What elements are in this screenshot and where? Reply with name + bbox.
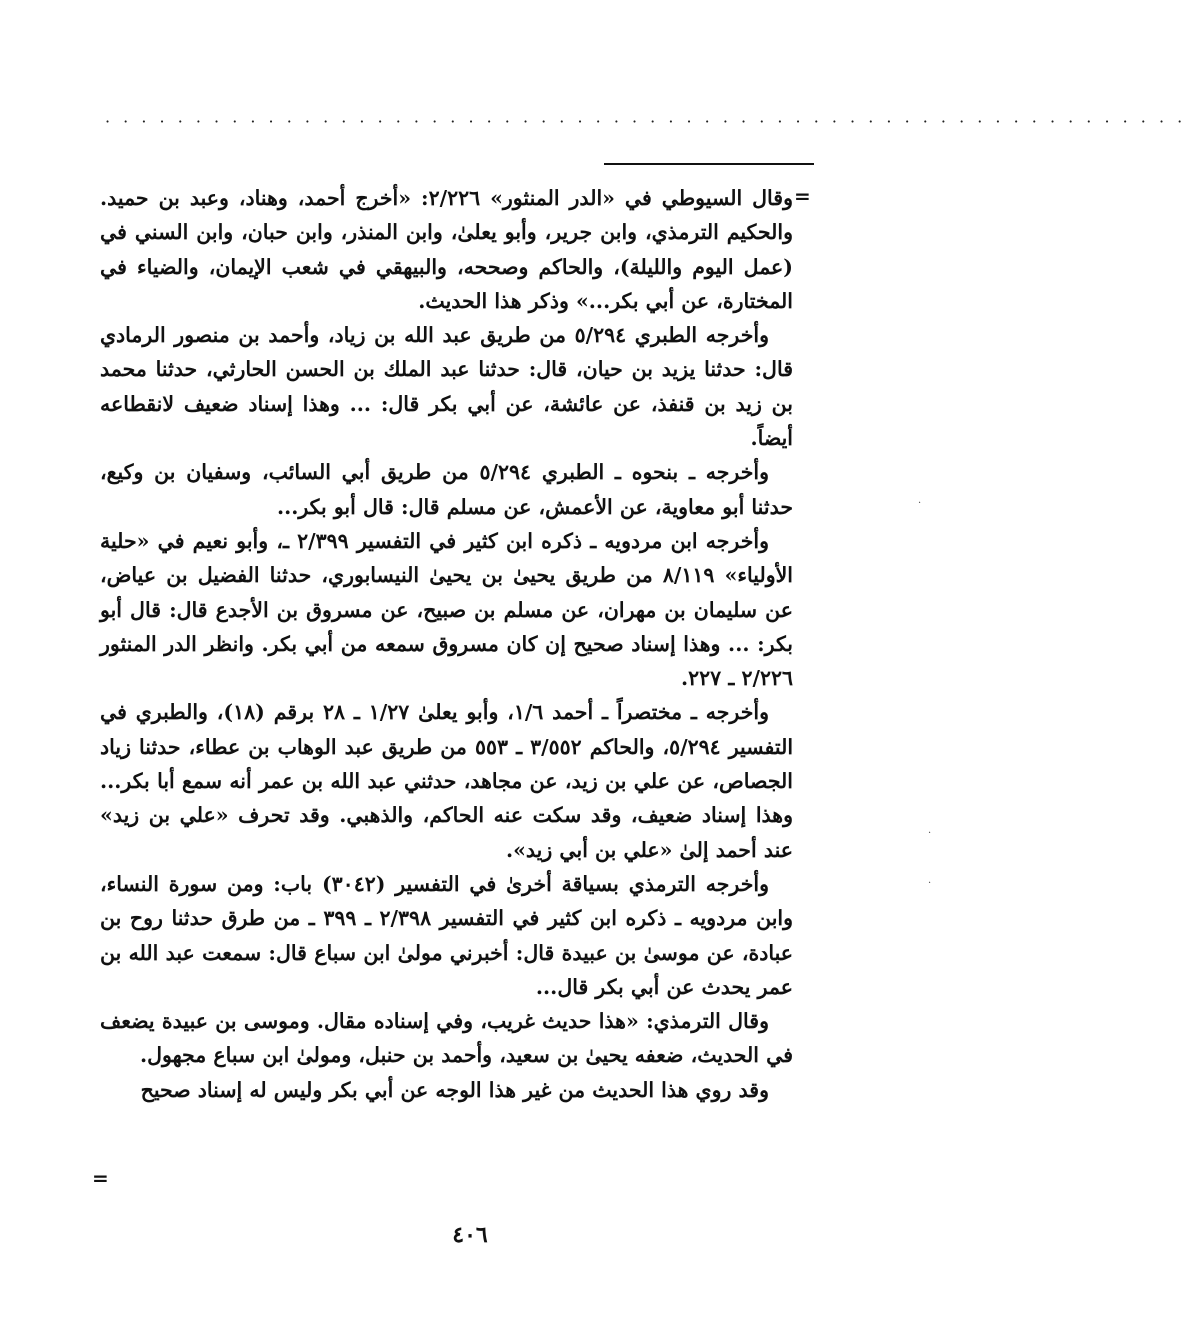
continuation-mark-top: = xyxy=(794,184,811,208)
paragraph: وأخرجه ـ مختصراً ـ أحمد ١/٦، وأبو يعلىٰ ١/٢٧ ـ ٢٨ برقم (١٨)، والطبري في التفسير ٥/٢٩٤، والحاكم ٣/٥٥٢ ـ ٥٥٣ من طريق عبد الوهاب بن عطاء، حدثنا زياد الجصاص، عن علي بن زيد، عن مجاهد، حدثني عبد الله بن عمر أنه سمع أبا بكر... وهذا إسناد ضعيف، وقد سكت عنه الحاكم، والذهبي. وقد تحرف «علي بن زيد» عند أحمد إلىٰ «علي بن أبي زيد». xyxy=(100,700,794,862)
footnote-rule xyxy=(604,163,814,165)
paragraph: وقال الترمذي: «هذا حديث غريب، وفي إسناده مقال. وموسى بن عبيدة يضعف في الحديث، ضعفه يحيىٰ بن سعيد، وأحمد بن حنبل، ومولىٰ ابن سباع مجهول. xyxy=(100,1009,793,1068)
paragraph: وأخرجه ابن مردويه ـ ذكره ابن كثير في التفسير ٢/٣٩٩ ـ، وأبو نعيم في «حلية الأولياء» ٨/١١٩ من طريق يحيىٰ بن يحيىٰ النيسابوري، حدثنا الفضيل بن عياض، عن سليمان بن مهران، عن مسلم بن صبيح، عن مسروق بن الأجدع قال: قال أبو بكر: ... وهذا إسناد صحيح إن كان مسروق سمعه من أبي بكر. وانظر الدر المنثور ٢/٢٢٦ ـ ٢٢٧. xyxy=(100,528,793,691)
dotted-separator: · · · · · · · · · · · · · · · · · · · · · · · · · · · · · · · · · · · · · · · · · · · · · · · · · · · · · · · · · · · · xyxy=(105,112,1186,131)
scan-speck: · xyxy=(918,498,922,509)
paragraph: وقد روي هذا الحديث من غير هذا الوجه عن أبي بكر وليس له إسناد صحيح xyxy=(140,1077,769,1102)
footnote-text xyxy=(100,181,793,1107)
paragraph: وأخرجه الطبري ٥/٢٩٤ من طريق عبد الله بن زياد، وأحمد بن منصور الرمادي قال: حدثنا يزيد بن حيان، قال: حدثنا عبد الملك بن الحسن الحارثي، حدثنا محمد بن زيد بن قنفذ، عن عائشة، عن أبي بكر قال: ... وهذا إسناد ضعيف لانقطاعه أيضاً. xyxy=(100,323,793,451)
scan-speck: · xyxy=(928,828,932,839)
page-number: ٤٠٦ xyxy=(452,1222,488,1248)
paragraph: وأخرجه ـ بنحوه ـ الطبري ٥/٢٩٤ من طريق أبي السائب، وسفيان بن وكيع، حدثنا أبو معاوية، عن الأعمش، عن مسلم قال: قال أبو بكر... xyxy=(100,460,793,519)
paragraph: وأخرجه الترمذي بسياقة أخرىٰ في التفسير (٣٠٤٢) باب: ومن سورة النساء، وابن مردويه ـ ذكره ابن كثير في التفسير ٢/٣٩٨ ـ ٣٩٩ ـ من طرق حدثنا روح بن عبادة، عن موسىٰ بن عبيدة قال: أخبرني مولىٰ ابن سباع قال: سمعت عبد الله بن عمر يحدث عن أبي بكر قال... xyxy=(100,871,793,999)
scan-speck: · xyxy=(928,878,932,889)
continuation-mark-bottom: = xyxy=(92,1166,109,1190)
paragraph: وقال السيوطي في «الدر المنثور» ٢/٢٢٦: «أخرج أحمد، وهناد، وعبد بن حميد. والحكيم الترمذي، وابن جرير، وأبو يعلىٰ، وابن المنذر، وابن حبان، وابن السني في (عمل اليوم والليلة)، والحاكم وصححه، والبيهقي في شعب الإيمان، والضياء في المختارة، عن أبي بكر...» وذكر هذا الحديث. xyxy=(100,186,793,313)
